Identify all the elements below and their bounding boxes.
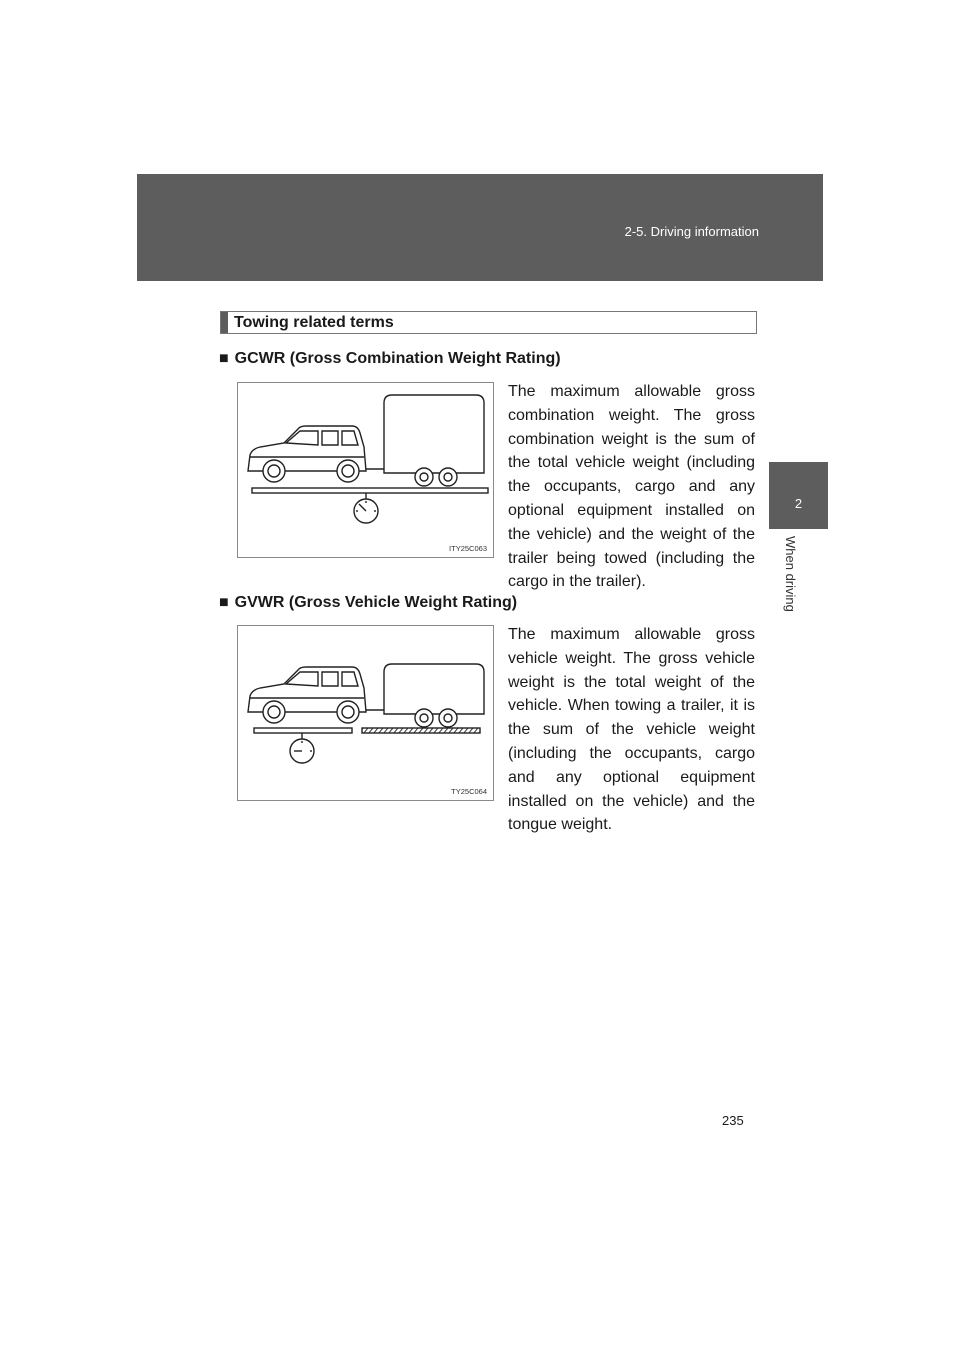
page-header bbox=[137, 174, 823, 281]
term-title-gvwr bbox=[219, 594, 517, 612]
term-title-gcwr bbox=[219, 350, 561, 368]
heading-marker bbox=[221, 312, 228, 333]
section-title: 2-5. Driving information bbox=[624, 224, 759, 239]
term-description-gcwr: The maximum allowable gross combination weight. The gross combination weight is the sum of the total vehicle weight (including the occupants, cargo and any optional equipment installed on the vehicle) and the weight of the trailer being towed (including the cargo in the trailer). bbox=[508, 383, 755, 591]
term-title: GCWR (Gross Combination Weight Rating) bbox=[234, 350, 561, 367]
figure-code: TY25C064 bbox=[451, 787, 487, 796]
term-title: GVWR (Gross Vehicle Weight Rating) bbox=[234, 594, 518, 611]
bullet-icon: ■ bbox=[219, 594, 229, 611]
chapter-tab bbox=[769, 462, 828, 529]
gcwr-illustration bbox=[238, 383, 495, 559]
bullet-icon: ■ bbox=[219, 350, 229, 367]
chapter-label: When driving bbox=[783, 536, 798, 612]
figure-gcwr bbox=[237, 382, 494, 558]
chapter-number: 2 bbox=[794, 496, 803, 511]
section-heading-box bbox=[220, 311, 757, 334]
figure-code: ITY25C063 bbox=[449, 544, 487, 553]
page-number: 235 bbox=[722, 1113, 744, 1128]
gvwr-illustration bbox=[238, 626, 495, 802]
figure-gvwr bbox=[237, 625, 494, 801]
term-description-gvwr: The maximum allowable gross vehicle weight. The gross vehicle weight is the total weight of the vehicle. When towing a trailer, it is the sum of the vehicle weight (including the occupants, cargo and any optional equipment installed on the vehicle) and the tongue weight. bbox=[508, 626, 755, 834]
section-heading: Towing related terms bbox=[234, 314, 394, 331]
